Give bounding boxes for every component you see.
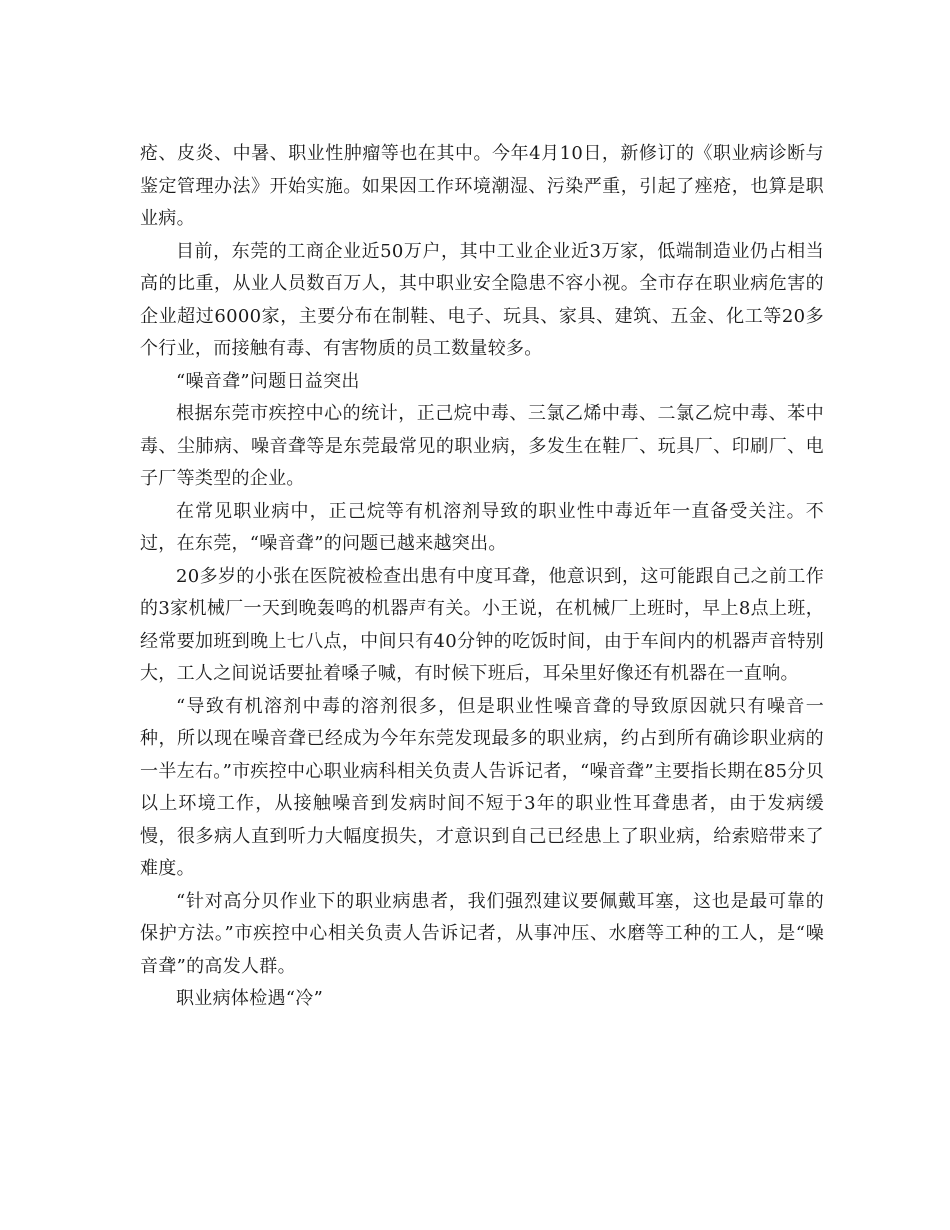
section-heading-checkup: 职业病体检遇“冷” [176, 988, 324, 1009]
paragraph-continuation: 疮、皮炎、中暑、职业性肿瘤等也在其中。今年4月10日，新修订的《职业病诊断与鉴定管理办法》开始实施。如果因工作环境潮湿、污染严重，引起了痤疮，也算是职业病。 [140, 143, 824, 229]
paragraph-common-diseases: 在常见职业病中，正己烷等有机溶剂导致的职业性中毒近年一直备受关注。不过，在东莞，“噪音聋”的问题已越来越突出。 [140, 500, 824, 554]
section-heading-noise-deafness: “噪音聋”问题日益突出 [176, 370, 360, 392]
paragraph-official-quote: “导致有机溶剂中毒的溶剂很多，但是职业性噪音聋的导致原因就只有噪音一种，所以现在噪音聋已经成为今年东莞发现最多的职业病，约占到所有确诊职业病的一半左右。”市疾控中心职业病科相关负责人告诉记者，“噪音聋”主要指长期在85分贝以上环境工作，从接触噪音到发病时间不短于3年的职业性耳聋患者，由于发病缓慢，很多病人直到听力大幅度损失，才意识到自己已经患上了职业病，给索赔带来了难度。 [140, 695, 824, 879]
document-body [140, 138, 824, 1016]
paragraph-cdc-statistics: 根据东莞市疾控中心的统计，正己烷中毒、三氯乙烯中毒、二氯乙烷中毒、苯中毒、尘肺病、噪音聋等是东莞最常见的职业病，多发生在鞋厂、玩具厂、印刷厂、电子厂等类型的企业。 [140, 403, 824, 489]
paragraph-case-story: 20多岁的小张在医院被检查出患有中度耳聋，他意识到，这可能跟自己之前工作的3家机械厂一天到晚轰鸣的机器声有关。小王说，在机械厂上班时，早上8点上班，经常要加班到晚上七八点，中间只有40分钟的吃饭时间，由于车间内的机器声音特别大，工人之间说话要扯着嗓子喊，有时候下班后，耳朵里好像还有机器在一直响。 [140, 565, 824, 684]
paragraph-dongguan-enterprises: 目前，东莞的工商企业近50万户，其中工业企业近3万家，低端制造业仍占相当高的比重，从业人员数百万人，其中职业安全隐患不容小视。全市存在职业病危害的企业超过6000家，主要分布在制鞋、电子、玩具、家具、建筑、五金、化工等20多个行业，而接触有毒、有害物质的员工数量较多。 [140, 240, 824, 359]
paragraph-protection-advice: “针对高分贝作业下的职业病患者，我们强烈建议要佩戴耳塞，这也是最可靠的保护方法。”市疾控中心相关负责人告诉记者，从事冲压、水磨等工种的工人，是“噪音聋”的高发人群。 [140, 890, 824, 977]
